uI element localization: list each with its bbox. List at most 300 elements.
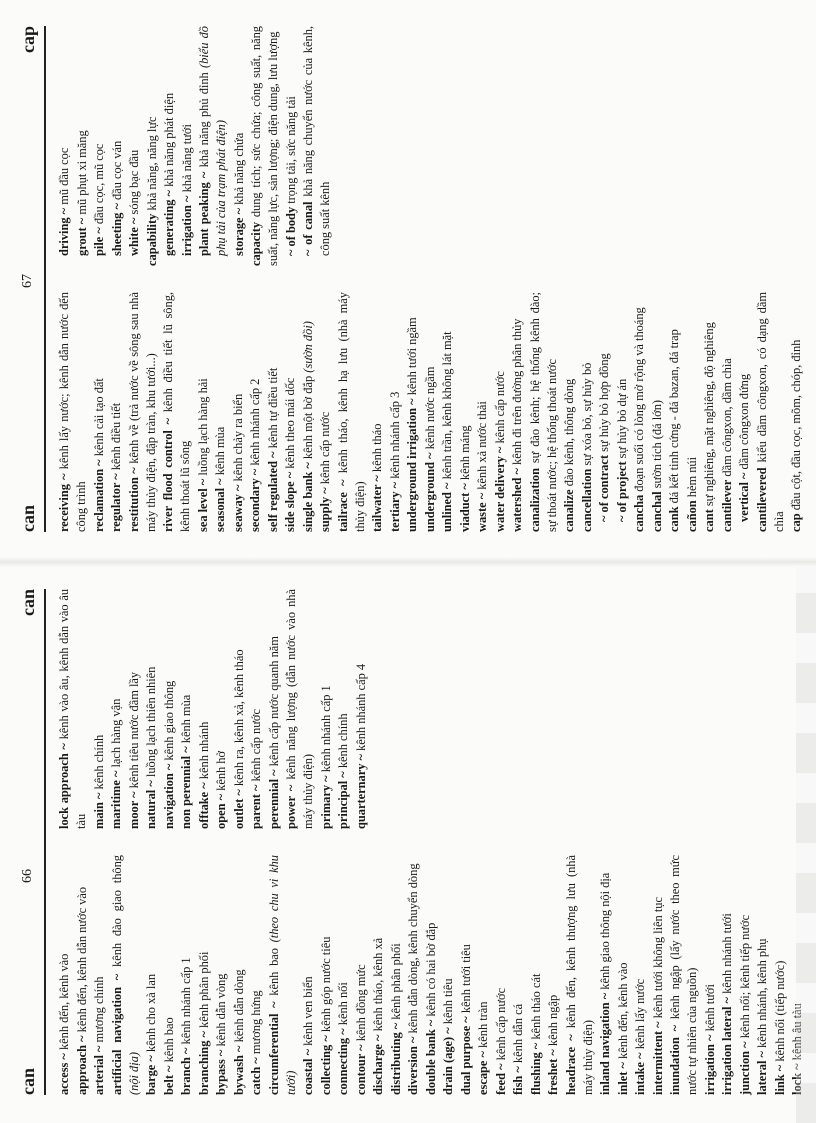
dictionary-entry xyxy=(684,292,701,532)
entry-definition: kiểu dầm côngxon, có dạng dầm chìa xyxy=(754,292,786,532)
dictionary-entry xyxy=(91,292,108,532)
entry-definition: kênh giao thông nội địa xyxy=(598,872,612,993)
dictionary-entry xyxy=(440,855,457,1095)
dictionary-entry xyxy=(91,855,108,1095)
entry-term: connecting ~ xyxy=(336,1028,350,1095)
entry-definition: kênh tràn xyxy=(476,1001,490,1052)
entry-columns xyxy=(56,589,806,1095)
entry-definition: kênh nhánh cấp 4 xyxy=(353,663,368,755)
entry-term: quarternary ~ xyxy=(353,754,368,829)
entry-term: flushing ~ xyxy=(528,1042,543,1095)
entry-definition: kênh tháo, kênh hạ lưu (nhà máy thủy điện) xyxy=(335,292,367,532)
entry-term: intake ~ xyxy=(633,1052,647,1095)
entry-note: (sườn đồi) xyxy=(300,321,315,373)
entry-definition: kênh theo mái dốc xyxy=(283,377,297,472)
entry-definition: kênh một bờ đắp xyxy=(300,372,315,463)
entry-term: plant peaking ~ xyxy=(197,171,211,256)
dictionary-entry xyxy=(736,292,753,532)
entry-note: (biểu đồ phụ tải của trạm phát điện) xyxy=(197,26,228,256)
dictionary-entry xyxy=(493,855,510,1095)
entry-definition: kênh mùa xyxy=(213,426,227,479)
entry-term: ~ of contract xyxy=(597,455,611,522)
entry-definition: kênh nhánh cấp 1 xyxy=(318,685,333,776)
entry-term: feed ~ xyxy=(493,1063,508,1095)
entry-definition: đoạn suối có lòng mở rộng và thoáng xyxy=(632,307,646,495)
dictionary-entry xyxy=(458,855,475,1095)
entry-definition: kênh lấy nước; kênh dẫn nước đến công trình xyxy=(57,292,88,532)
dictionary-entry xyxy=(596,292,613,532)
entry-term: ~ of canal xyxy=(301,201,315,256)
entry-definition: kênh cấp nước quanh năm xyxy=(266,636,281,770)
entry-term: irrigation ~ xyxy=(179,195,194,256)
entry-term: single bank ~ xyxy=(300,462,315,532)
entry-definition: kênh dẫn vòng xyxy=(214,973,228,1050)
entry-term: vertical ~ xyxy=(737,472,751,522)
entry-term: grout ~ xyxy=(74,217,89,256)
entry-term: freshet ~ xyxy=(546,1049,560,1095)
dictionary-entry xyxy=(510,855,527,1095)
entry-definition: kênh máng xyxy=(457,425,472,484)
entry-definition: kênh nhánh cấp 1 xyxy=(179,957,193,1048)
entry-term: secondary ~ xyxy=(248,468,262,532)
entry-term: offtake ~ xyxy=(196,782,211,829)
entry-definition: kênh nhánh cấp 2 xyxy=(248,378,262,469)
entry-term: canalize xyxy=(562,489,576,532)
page-header xyxy=(16,26,40,532)
entry-term: maritime ~ xyxy=(109,770,123,829)
header-rule xyxy=(44,26,46,532)
dictionary-entry xyxy=(317,292,334,532)
entry-term: self regulated ~ xyxy=(265,451,280,532)
dictionary-entry xyxy=(509,292,526,532)
entry-term: receiving ~ xyxy=(57,473,71,532)
dictionary-entry xyxy=(178,855,195,1095)
dictionary-entry xyxy=(335,589,352,829)
dictionary-entry xyxy=(457,292,474,532)
dictionary-entry xyxy=(126,589,143,829)
dictionary-entry xyxy=(439,292,456,532)
dictionary-entry xyxy=(109,855,143,1095)
entry-definition: đầu cọc ván xyxy=(109,140,124,204)
dictionary-entry xyxy=(387,292,404,532)
dictionary-entry xyxy=(579,292,596,532)
entry-columns xyxy=(56,26,806,532)
entry-definition: kênh tưới ngầm xyxy=(405,317,419,399)
entry-term: seasonal ~ xyxy=(213,478,227,532)
entry-term: supply ~ xyxy=(318,487,332,532)
dictionary-entry xyxy=(597,855,614,1095)
entry-definition: trọng tải, sức năng tải xyxy=(283,96,298,207)
entry-term: canalization xyxy=(527,467,542,532)
entry-term: restitution ~ xyxy=(126,467,141,532)
entry-definition: kênh chính xyxy=(91,734,106,793)
entry-definition: kênh xả nước thải xyxy=(475,401,489,493)
page-number: 66 xyxy=(20,869,35,883)
entry-term: river flood control ~ xyxy=(161,418,175,532)
dictionary-entry xyxy=(335,292,369,532)
dictionary-entry xyxy=(335,855,352,1095)
dictionary-entry xyxy=(563,855,597,1095)
entry-term: underground ~ xyxy=(422,452,437,532)
entry-term: regulator ~ xyxy=(109,473,123,532)
dictionary-entry xyxy=(248,589,265,829)
entry-definition: kênh cấp nước xyxy=(318,411,332,488)
entry-term: cancellation xyxy=(579,468,594,532)
entry-term: storage ~ xyxy=(231,207,246,256)
dictionary-entry xyxy=(126,26,143,266)
entry-definition: kênh ven biển xyxy=(301,976,315,1049)
dictionary-entry xyxy=(631,292,648,532)
entry-term: bywash ~ xyxy=(231,1045,246,1095)
entry-term: white ~ xyxy=(127,217,141,256)
dictionary-entry xyxy=(231,589,248,829)
dictionary-entry xyxy=(283,589,317,829)
entry-definition: dầm côngxon, dầm chìa xyxy=(719,358,734,480)
entry-definition: kênh năng lượng (dẫn nước vào nhà máy thủy điện) xyxy=(284,589,315,829)
entry-term: approach ~ xyxy=(74,1035,89,1095)
entry-definition: kênh lấy nước xyxy=(633,978,647,1053)
dictionary-entry xyxy=(318,855,335,1095)
entry-definition: kênh dẫn dòng xyxy=(231,969,246,1046)
entry-definition: khả năng phủ đỉnh xyxy=(197,68,211,172)
entry-term: tailrace ~ xyxy=(335,479,350,532)
entry-definition: mương chính xyxy=(92,976,106,1046)
entry-term: cancha xyxy=(632,494,646,532)
entry-term: coastal ~ xyxy=(301,1048,315,1095)
entry-term: belt ~ xyxy=(161,1065,176,1095)
entry-term: intermittent ~ xyxy=(650,1021,665,1095)
dictionary-entry xyxy=(161,855,178,1095)
entry-definition: sóng bạc đầu xyxy=(127,149,141,218)
entry-term: barge ~ xyxy=(144,1055,158,1095)
entry-term: circumferential ~ xyxy=(266,1001,281,1095)
entry-term: cap xyxy=(789,513,803,532)
entry-term: contour ~ xyxy=(353,1044,368,1095)
dictionary-entry xyxy=(195,292,212,532)
entry-term: ~ of body xyxy=(283,206,298,256)
header-rule xyxy=(44,589,46,1095)
entry-term: tertiary ~ xyxy=(387,481,402,532)
dictionary-entry xyxy=(213,589,230,829)
entry-definition: đào kênh, thông dòng xyxy=(562,378,576,490)
dictionary-entry xyxy=(754,292,788,532)
dictionary-entry xyxy=(614,292,631,532)
dictionary-entry xyxy=(788,292,805,532)
left-page xyxy=(0,563,816,1123)
entry-definition: kênh bao xyxy=(161,1017,176,1066)
dictionary-entry xyxy=(265,292,282,532)
dictionary-entry xyxy=(161,26,178,266)
entry-definition: kênh dẫn cá xyxy=(511,1003,525,1067)
entry-term: cant xyxy=(702,509,716,532)
entry-definition: kênh tự điều tiết xyxy=(265,367,280,452)
entry-term: cank xyxy=(667,506,681,532)
dictionary-entry xyxy=(248,855,265,1095)
dictionary-entry xyxy=(282,292,299,532)
dictionary-entry xyxy=(109,26,126,266)
entry-term: junction ~ xyxy=(737,1041,752,1095)
entry-definition: kênh tiêu xyxy=(441,978,455,1028)
dictionary-entry xyxy=(91,26,108,266)
entry-definition: sườn tích (đá lớn) xyxy=(649,399,664,492)
entry-definition: kênh cải tạo đất xyxy=(91,378,106,460)
entry-term: catch ~ xyxy=(249,1057,263,1095)
dictionary-entry xyxy=(754,855,771,1095)
entry-term: link ~ xyxy=(772,1064,787,1095)
entry-note: (theo chu vi khu tưới) xyxy=(266,855,298,1095)
entry-definition: kênh nối; kênh tiếp nước xyxy=(737,914,752,1042)
entry-definition: khả năng phát điện xyxy=(162,92,176,191)
entry-definition: kênh phân phối xyxy=(388,943,403,1023)
dictionary-entry xyxy=(719,292,736,532)
dictionary-entry xyxy=(772,855,789,1095)
entry-definition: kênh đến, kênh vào xyxy=(57,953,71,1054)
dictionary-entry xyxy=(74,855,91,1095)
dictionary-entry xyxy=(701,292,718,532)
dictionary-entry xyxy=(650,855,667,1095)
entry-definition: kênh cấp nước xyxy=(249,709,263,785)
entry-term: branching ~ xyxy=(196,1031,211,1095)
header-guide-word-left: can xyxy=(18,505,38,532)
dictionary-entry xyxy=(144,26,161,266)
entry-definition: lạch hàng vận xyxy=(109,698,123,771)
dictionary-entry xyxy=(405,855,422,1095)
entry-definition: kênh dẫn dòng, kênh chuyển dòng xyxy=(406,863,420,1037)
dictionary-entry xyxy=(143,589,160,829)
entry-term: cantilever xyxy=(719,479,734,532)
entry-term: tailwater ~ xyxy=(370,475,384,532)
dictionary-entry xyxy=(56,292,90,532)
entry-term: watershed ~ xyxy=(510,468,524,532)
entry-definition: đầu cột, đầu cọc, mõm, chóp, đỉnh xyxy=(789,339,803,514)
entry-term: viaduct ~ xyxy=(457,483,472,532)
entry-term: pile ~ xyxy=(92,227,106,256)
dictionary-entry xyxy=(422,292,439,532)
dictionary-entry xyxy=(266,589,283,829)
entry-term: capability xyxy=(144,213,159,266)
entry-definition: khả năng tưới xyxy=(179,124,194,196)
dictionary-entry xyxy=(56,26,73,266)
entry-term: non perennial ~ xyxy=(179,746,193,829)
entry-definition: mũ phụt xi măng xyxy=(74,130,89,218)
dictionary-entry xyxy=(527,292,561,532)
entry-term: primary ~ xyxy=(318,775,333,829)
entry-term: double bank ~ xyxy=(423,1019,438,1095)
dictionary-entry xyxy=(353,855,370,1095)
dictionary-entry xyxy=(528,855,545,1095)
header-guide-word-left: can xyxy=(18,1068,38,1095)
dictionary-entry xyxy=(231,26,248,266)
entry-definition: hẻm núi xyxy=(684,456,699,501)
entry-term: principal ~ xyxy=(336,771,350,829)
dictionary-entry xyxy=(56,589,90,829)
entry-term: escape ~ xyxy=(476,1051,490,1095)
entry-definition: kênh tưới xyxy=(702,984,717,1035)
scan-artifact xyxy=(796,563,816,1123)
entry-definition: kênh cho xà lan xyxy=(144,973,158,1056)
entry-definition: kênh chảy ra biển xyxy=(230,393,245,485)
entry-definition: kênh đồng mức xyxy=(353,964,368,1045)
entry-term: headrace ~ xyxy=(563,1034,578,1095)
entry-definition: kênh vào âu, kênh dẫn vào âu tàu xyxy=(57,588,88,829)
entry-definition: kênh tiêu nước đầm lầy xyxy=(126,671,141,792)
entry-definition: đầu cọc, mũ cọc xyxy=(92,143,106,228)
dictionary-entry xyxy=(74,26,91,266)
entry-definition: kênh âu tàu xyxy=(790,1003,804,1064)
entry-definition: kênh phân phối xyxy=(196,951,211,1032)
entry-term: diversion ~ xyxy=(406,1036,420,1095)
entry-definition: khả năng chứa xyxy=(231,132,246,208)
dictionary-entry xyxy=(300,855,317,1095)
entry-term: waste ~ xyxy=(475,492,489,532)
entry-definition: kênh đến, kênh dẫn nước vào xyxy=(74,886,89,1036)
dictionary-entry xyxy=(91,589,108,829)
entry-note: (nội địa) xyxy=(126,1051,141,1095)
dictionary-entry xyxy=(615,855,632,1095)
entry-definition: kênh về (trả nước về sông sau nhà máy thủy điện, đập tràn, khu tưới...) xyxy=(126,292,158,532)
entry-term: side slope ~ xyxy=(283,471,297,532)
entry-definition: mũ đầu cọc xyxy=(57,147,71,208)
dictionary-entry xyxy=(108,292,125,532)
entry-term: unlined ~ xyxy=(440,482,454,532)
entry-term: driving ~ xyxy=(57,207,71,256)
entry-definition: kênh nhánh, kênh phụ xyxy=(755,938,769,1052)
dictionary-entry xyxy=(266,855,300,1095)
entry-definition: kênh đến, kênh vào xyxy=(615,962,630,1063)
entry-term: natural ~ xyxy=(144,780,158,829)
entry-definition: kênh nhánh xyxy=(196,721,211,783)
entry-term: sheeting ~ xyxy=(109,203,124,256)
entry-definition: kênh tháo xyxy=(370,423,384,476)
dictionary-entry xyxy=(178,589,195,829)
entry-term: canchal xyxy=(649,491,664,532)
entry-definition: sự hủy bỏ hợp đồng xyxy=(597,353,611,455)
dictionary-entry xyxy=(143,855,160,1095)
page-header xyxy=(16,589,40,1095)
entry-term: drain (age) ~ xyxy=(441,1027,455,1095)
entry-definition: kênh nhánh tưới xyxy=(720,913,734,998)
entry-definition: kênh ngập xyxy=(546,994,560,1050)
dictionary-entry xyxy=(370,855,387,1095)
page-number: 67 xyxy=(20,274,35,288)
entry-term: cañon xyxy=(684,500,699,532)
entry-definition: đá kết tinh cứng - đá bazan, đá trap xyxy=(667,329,681,507)
entry-definition: kênh giao thông xyxy=(161,680,176,764)
dictionary-entry xyxy=(230,292,247,532)
entry-term: navigation ~ xyxy=(161,763,176,829)
dictionary-entry xyxy=(388,855,405,1095)
dictionary-entry xyxy=(179,26,196,266)
dictionary-entry xyxy=(318,589,335,829)
entry-definition: sự hủy bỏ dự án xyxy=(614,378,629,462)
entry-definition: sự đào kênh; hệ thống kênh đào; sự thoát nước; hệ thống thoát nước xyxy=(527,292,559,532)
entry-term: lateral ~ xyxy=(755,1051,769,1095)
dictionary-entry xyxy=(212,292,229,532)
entry-definition: kênh đến, kênh thượng lưu (nhà máy thủy điện) xyxy=(563,855,595,1095)
entry-term: generating ~ xyxy=(162,190,176,256)
entry-definition: kênh có hai bờ đắp xyxy=(423,922,438,1020)
entry-definition: kênh chính xyxy=(336,713,350,772)
entry-definition: kênh ra, kênh xả, kênh tháo xyxy=(231,649,246,790)
header-guide-word-right: can xyxy=(18,589,38,616)
entry-definition: kênh nước ngầm xyxy=(422,366,437,453)
entry-term: fish ~ xyxy=(511,1066,525,1095)
entry-term: power ~ xyxy=(284,784,298,829)
entry-term: reclamation ~ xyxy=(91,459,106,532)
entry-definition: khả năng chuyển nước của kênh, công suất kênh xyxy=(301,26,332,256)
entry-term: capacity xyxy=(249,221,263,266)
entry-term: underground irrigation ~ xyxy=(405,398,419,532)
entry-definition: kênh tưới tiêu xyxy=(458,944,473,1017)
dictionary-entry xyxy=(300,26,334,266)
dictionary-entry xyxy=(474,292,491,532)
dictionary-entry xyxy=(300,292,317,532)
dictionary-entry xyxy=(213,855,230,1095)
header-guide-word-right: cap xyxy=(18,26,38,53)
entry-definition: kênh cấp nước xyxy=(492,371,507,447)
dictionary-entry xyxy=(369,292,386,532)
entry-definition: kênh tưới không liên tục xyxy=(650,897,665,1022)
entry-term: open ~ xyxy=(214,793,228,829)
dictionary-entry xyxy=(247,292,264,532)
dictionary-entry xyxy=(196,855,213,1095)
dictionary-entry xyxy=(475,855,492,1095)
entry-term: main ~ xyxy=(91,792,106,829)
entry-definition: kênh cấp nước xyxy=(493,987,508,1064)
entry-definition: kênh hở xyxy=(214,750,228,794)
entry-definition: luồng lạch thiên nhiên xyxy=(144,666,158,781)
entry-term: lock approach ~ xyxy=(57,743,71,829)
entry-definition: kênh ngập (lấy nước theo mức nước tự nhiên của nguồn) xyxy=(668,855,699,1095)
entry-definition: khả năng, năng lực xyxy=(144,116,159,214)
entry-definition: kênh nối xyxy=(336,982,350,1029)
dictionary-entry xyxy=(160,292,194,532)
dictionary-entry xyxy=(667,855,701,1095)
entry-definition: kênh nhánh cấp 3 xyxy=(387,391,402,482)
dictionary-entry xyxy=(423,855,440,1095)
dictionary-entry xyxy=(545,855,562,1095)
entry-term: inlet ~ xyxy=(615,1062,630,1095)
dictionary-entry xyxy=(56,855,73,1095)
entry-term: access ~ xyxy=(57,1053,71,1095)
entry-term: water delivery ~ xyxy=(492,446,507,532)
entry-term: inland navigation ~ xyxy=(598,992,612,1095)
dictionary-entry xyxy=(719,855,736,1095)
dictionary-entry xyxy=(196,589,213,829)
entry-term: irrigation lateral ~ xyxy=(720,997,734,1095)
entry-definition: kênh đào giao thông xyxy=(109,855,124,974)
entry-definition: kênh mùa xyxy=(179,694,193,747)
dictionary-entry xyxy=(231,855,248,1095)
dictionary-entry xyxy=(248,26,282,266)
entry-definition: kênh góp nước tiêu xyxy=(318,936,333,1036)
dictionary-entry xyxy=(283,26,300,266)
entry-definition: kênh nối (tiếp nước) xyxy=(772,960,787,1065)
entry-term: arterial ~ xyxy=(92,1045,106,1095)
entry-definition: kênh điều tiết xyxy=(109,402,123,474)
right-page xyxy=(0,0,816,560)
dictionary-entry xyxy=(492,292,509,532)
dictionary-entry xyxy=(737,855,754,1095)
entry-definition: luồng lạch hàng hải xyxy=(195,378,210,479)
entry-definition: kênh tháo cát xyxy=(528,973,543,1043)
dictionary-entry xyxy=(108,589,125,829)
entry-term: collecting ~ xyxy=(318,1035,333,1095)
entry-term: cantilevered xyxy=(754,467,769,532)
dictionary-entry xyxy=(353,589,370,829)
entry-term: ~ of project xyxy=(614,461,629,522)
entry-definition: kênh trần, kênh không lát mặt xyxy=(440,331,454,483)
